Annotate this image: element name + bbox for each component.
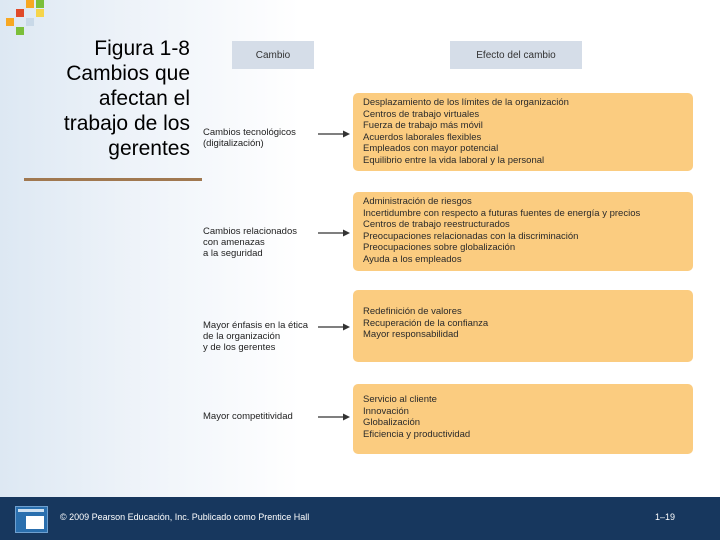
cause-ethics: Mayor énfasis en la ética de la organización y de los gerentes — [203, 320, 309, 353]
cause-competitiveness: Mayor competitividad — [203, 411, 293, 422]
cause-security: Cambios relacionados con amenazas a la seguridad — [203, 226, 297, 259]
arrow-right-icon — [318, 229, 350, 237]
effect-item: Preocupaciones relacionadas con la discriminación — [363, 230, 579, 242]
effect-item: Incertidumbre con respecto a futuras fuentes de energía y precios — [363, 207, 641, 219]
effect-box-security — [353, 192, 693, 271]
decorative-squares — [0, 0, 50, 36]
effect-item: Servicio al cliente — [363, 394, 437, 405]
effect-item: Innovación — [363, 405, 409, 417]
effect-item: Ayuda a los empleados — [363, 253, 462, 265]
publisher-logo-icon — [15, 506, 48, 533]
effect-item: Centros de trabajo virtuales — [363, 108, 480, 120]
title-line: trabajo de los — [63, 112, 190, 135]
header-change — [232, 41, 314, 69]
title-line: Figura 1-8 — [94, 37, 190, 60]
effect-item: Mayor responsabilidad — [363, 329, 459, 340]
effect-item: Centros de trabajo reestructurados — [363, 219, 510, 230]
slide-number: 1–19 — [655, 512, 676, 522]
slide-title — [24, 36, 190, 161]
copyright-text: © 2009 Pearson Educación, Inc. Publicado como Prentice Hall — [60, 512, 310, 522]
effect-item: Globalización — [363, 417, 421, 428]
effect-item: Eficiencia y productividad — [363, 428, 471, 440]
cause-technology: Cambios tecnológicos (digitalización) — [203, 127, 296, 149]
header-effect-label: Efecto del cambio — [476, 49, 556, 61]
title-underline — [24, 178, 202, 181]
effect-item: Redefinición de valores — [363, 306, 462, 317]
effect-item: Recuperación de la confianza — [363, 317, 489, 329]
effect-item: Acuerdos laborales flexibles — [363, 131, 482, 143]
effect-item: Equilibrio entre la vida laboral y la personal — [363, 154, 545, 166]
arrow-right-icon — [318, 413, 350, 421]
effect-item: Preocupaciones sobre globalización — [363, 242, 516, 253]
arrow-right-icon — [318, 323, 350, 331]
title-line: afectan el — [98, 87, 190, 110]
effect-item: Empleados con mayor potencial — [363, 143, 499, 154]
header-effect — [450, 41, 582, 69]
effect-item: Administración de riesgos — [363, 196, 472, 207]
arrow-right-icon — [318, 130, 350, 138]
effect-box-ethics — [353, 290, 693, 362]
effect-box-competitiveness — [353, 384, 693, 454]
title-line: Cambios que — [66, 62, 190, 85]
effect-item: Desplazamiento de los límites de la organización — [363, 97, 569, 108]
effect-box-technology — [353, 93, 693, 171]
title-line: gerentes — [108, 137, 190, 160]
effect-item: Fuerza de trabajo más móvil — [363, 120, 483, 131]
header-change-label: Cambio — [255, 49, 291, 61]
